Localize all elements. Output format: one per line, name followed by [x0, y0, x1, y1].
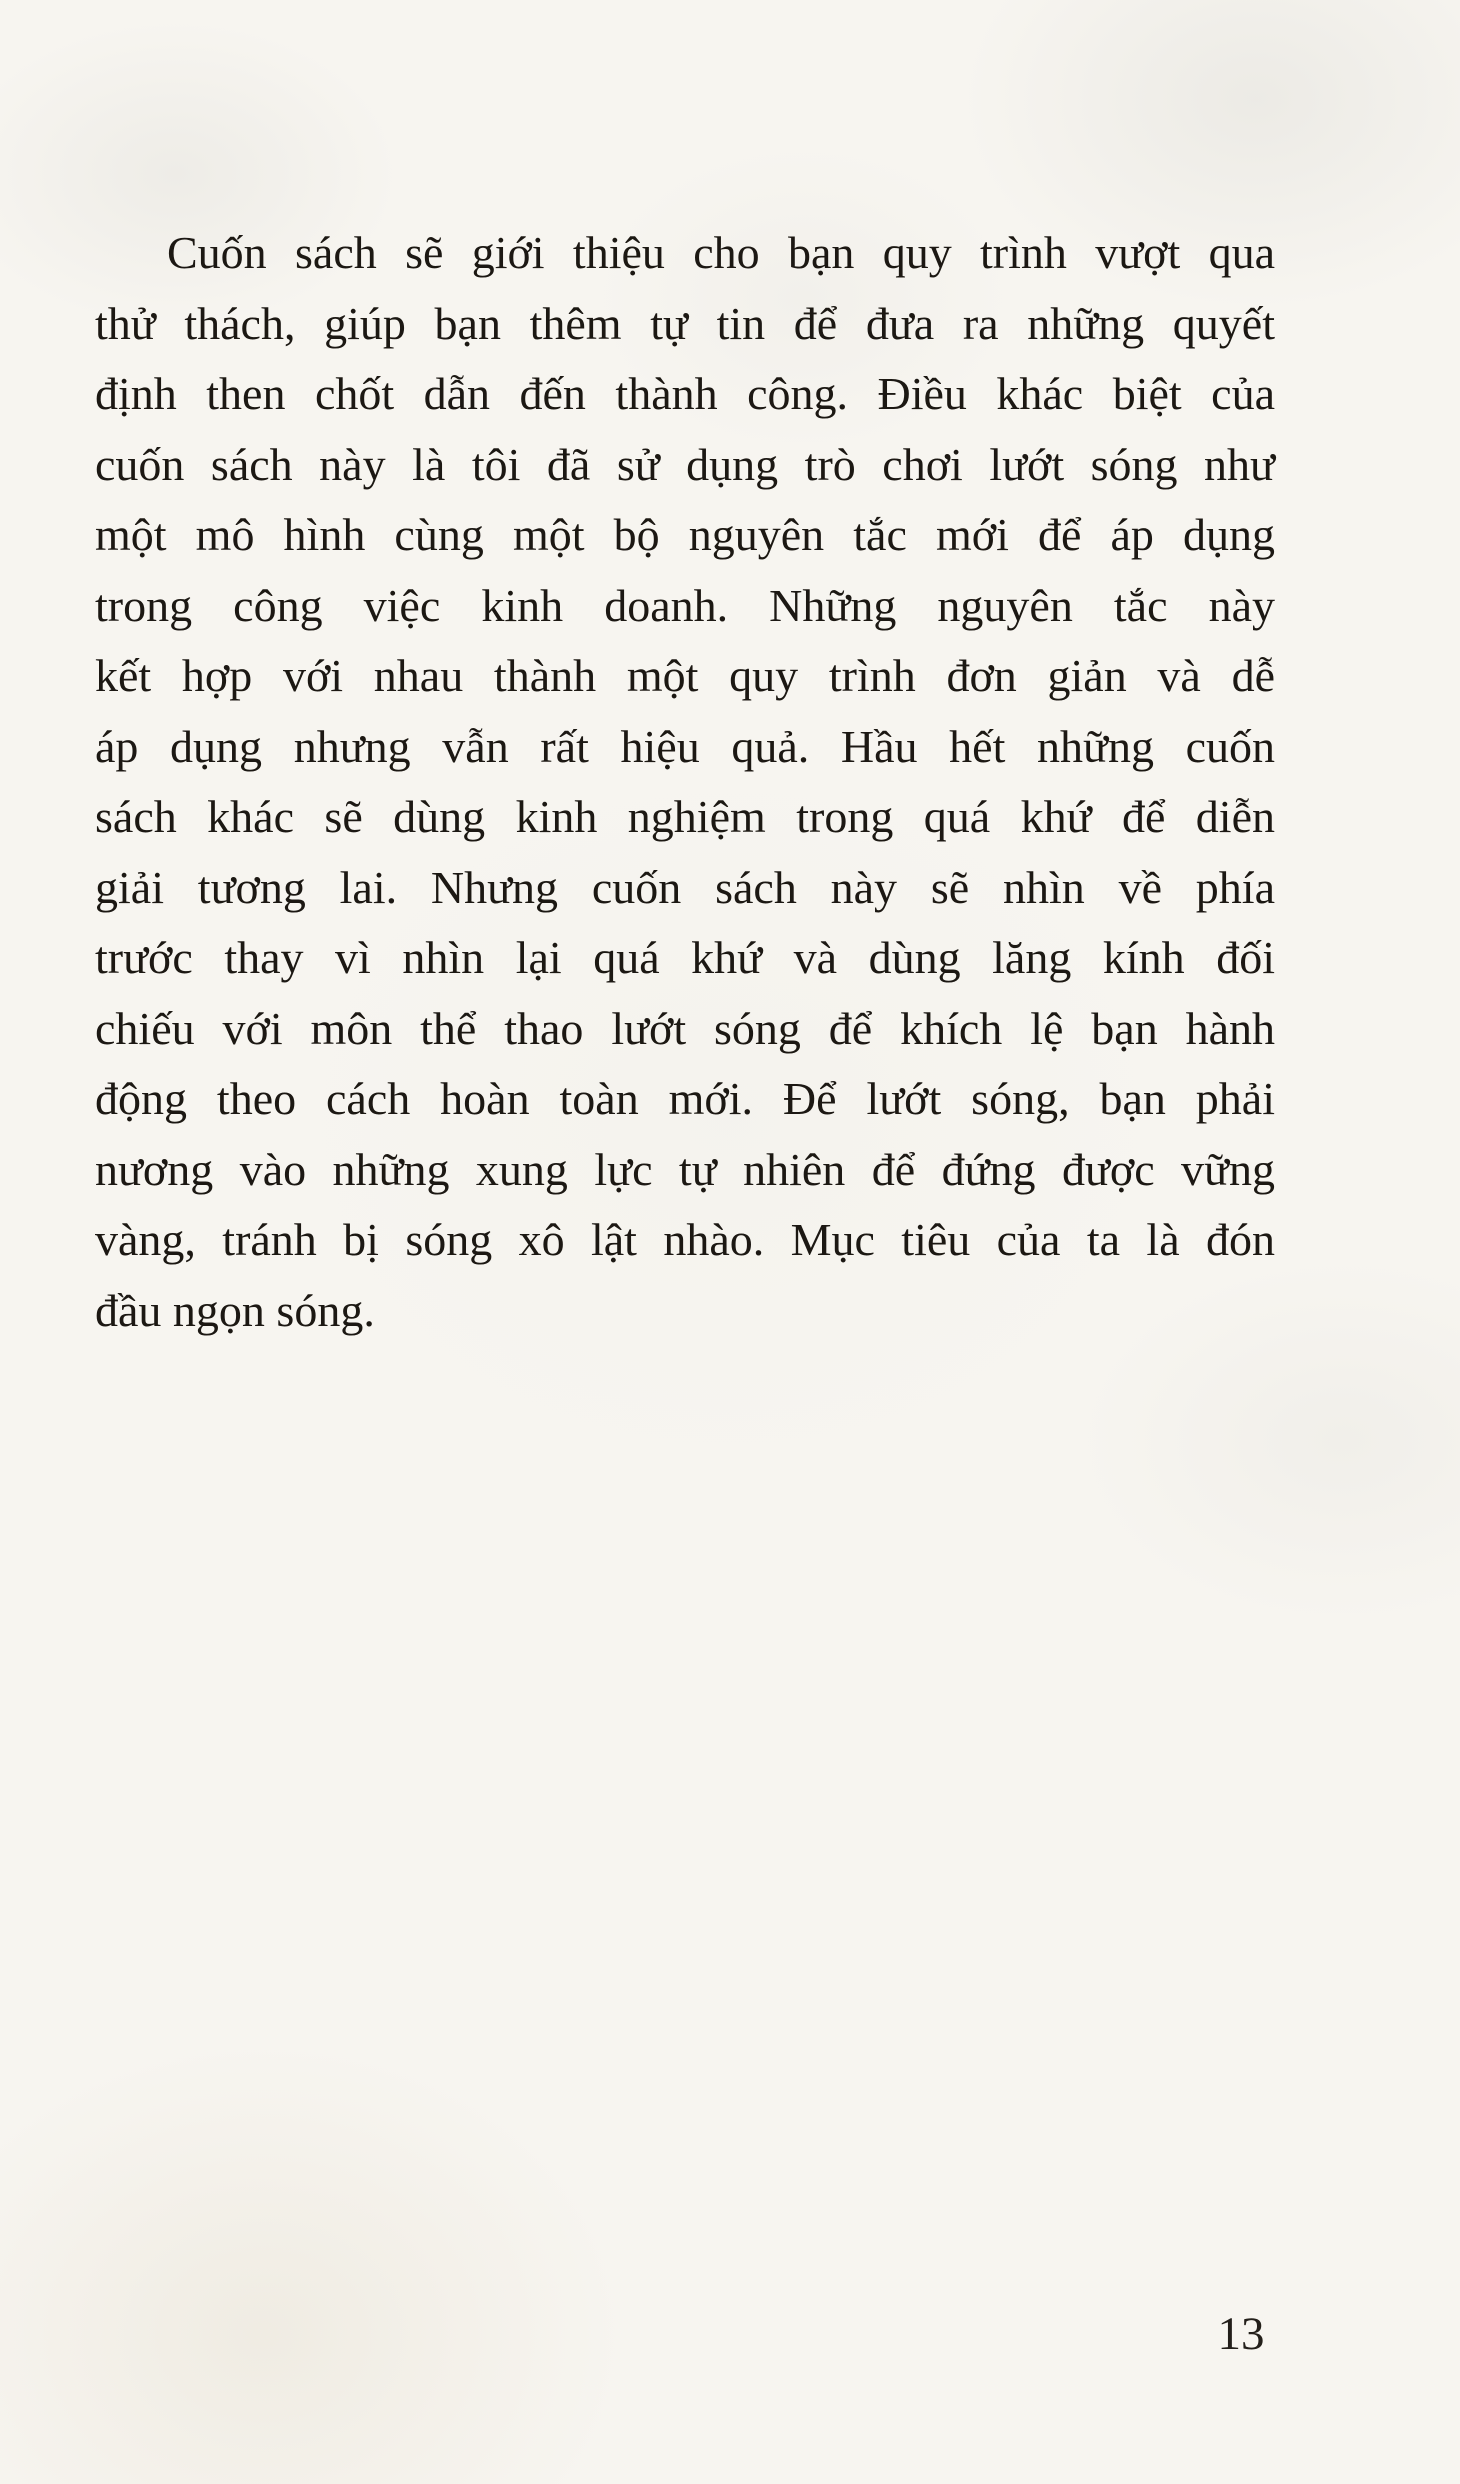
paragraph-line: đầu ngọn sóng.	[95, 1284, 375, 1336]
paragraph-line: Cuốn sách sẽ giới thiệu cho bạn quy trình vượt qua	[167, 227, 1275, 278]
paragraph-line: sách khác sẽ dùng kinh nghiệm trong quá khứ để diễn	[95, 791, 1275, 842]
paragraph-line: một mô hình cùng một bộ nguyên tắc mới để áp dụng	[95, 509, 1275, 560]
paragraph-line: kết hợp với nhau thành một quy trình đơn giản và dễ	[95, 650, 1275, 701]
paragraph-line: nương vào những xung lực tự nhiên để đứng được vững	[95, 1143, 1275, 1195]
paragraph-line: thử thách, giúp bạn thêm tự tin để đưa ra những quyết	[95, 297, 1275, 349]
paragraph-line: áp dụng nhưng vẫn rất hiệu quả. Hầu hết những cuốn	[95, 720, 1275, 772]
paragraph	[95, 218, 1275, 1346]
paragraph-line: vàng, tránh bị sóng xô lật nhào. Mục tiêu của ta là đón	[95, 1214, 1275, 1265]
paragraph-line: trước thay vì nhìn lại quá khứ và dùng lăng kính đối	[95, 932, 1275, 983]
paragraph-line: chiếu với môn thể thao lướt sóng để khích lệ bạn hành	[95, 1002, 1275, 1054]
paragraph-line: trong công việc kinh doanh. Những nguyên tắc này	[95, 579, 1275, 631]
paragraph-line: động theo cách hoàn toàn mới. Để lướt sóng, bạn phải	[95, 1073, 1275, 1124]
paragraph-line: định then chốt dẫn đến thành công. Điều khác biệt của	[95, 368, 1275, 419]
paragraph-line: cuốn sách này là tôi đã sử dụng trò chơi lướt sóng như	[95, 438, 1275, 490]
paragraph-line: giải tương lai. Nhưng cuốn sách này sẽ nhìn về phía	[95, 861, 1275, 913]
page-number: 13	[1217, 2308, 1265, 2360]
